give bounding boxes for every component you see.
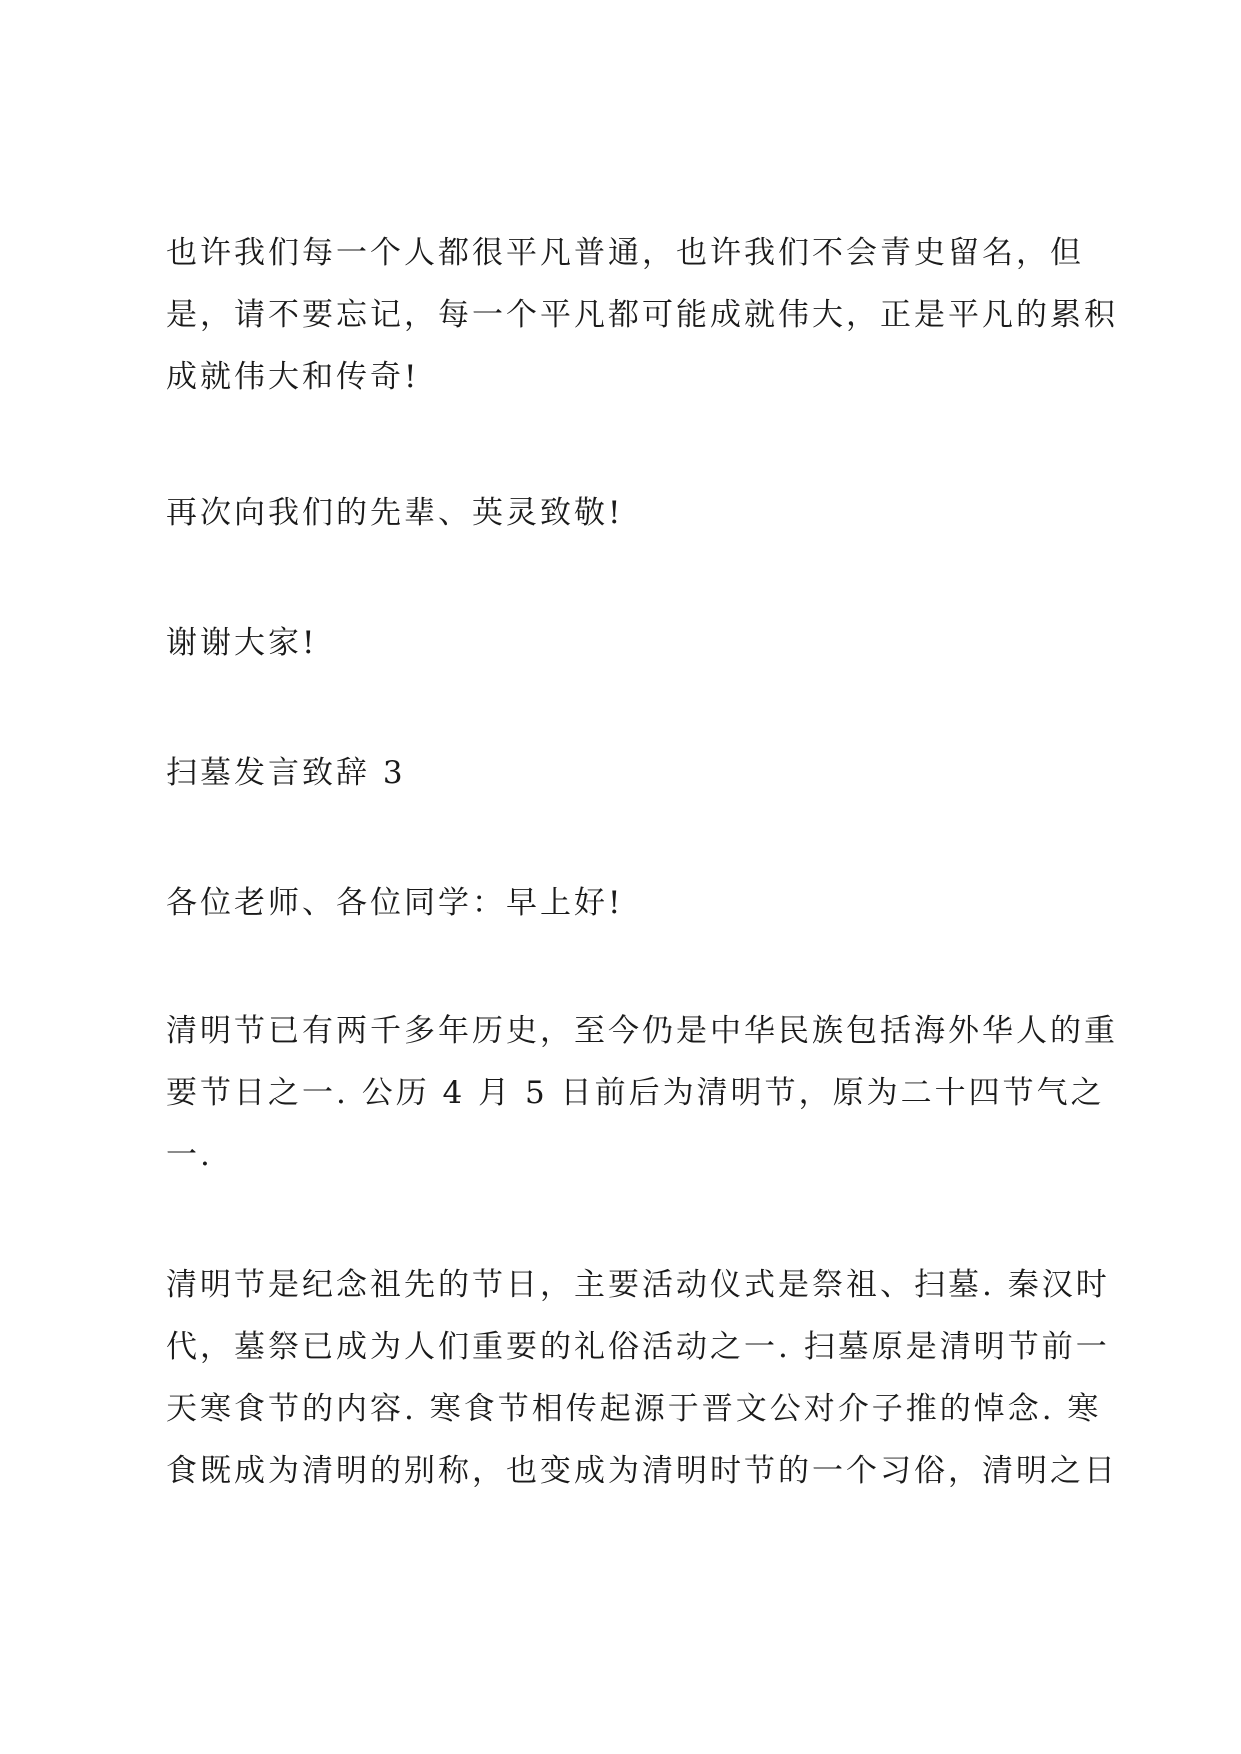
text-line: 清明节是纪念祖先的节日，主要活动仪式是祭祖、扫墓. 秦汉时 <box>166 1267 1110 1303</box>
paragraph <box>166 1254 1118 1502</box>
text-line: 代，墓祭已成为人们重要的礼俗活动之一. 扫墓原是清明节前一 <box>166 1329 1110 1365</box>
text-line: 谢谢大家! <box>166 625 318 661</box>
paragraph <box>166 1000 1118 1186</box>
text-line: 成就伟大和传奇! <box>166 359 420 395</box>
paragraph <box>166 222 1118 408</box>
text-line: 是，请不要忘记，每一个平凡都可能成就伟大，正是平凡的累积 <box>166 297 1118 333</box>
text-line: 再次向我们的先辈、英灵致敬! <box>166 495 624 531</box>
section-heading <box>166 742 1090 804</box>
text-line: 也许我们每一个人都很平凡普通，也许我们不会青史留名，但 <box>166 235 1084 271</box>
text-line: 清明节已有两千多年历史，至今仍是中华民族包括海外华人的重 <box>166 1013 1118 1049</box>
text-line: 天寒食节的内容. 寒食节相传起源于晋文公对介子推的悼念. 寒 <box>166 1391 1102 1427</box>
paragraph <box>166 482 1090 544</box>
text-line: 扫墓发言致辞 3 <box>166 755 406 791</box>
greeting <box>166 872 1090 934</box>
text-line: 食既成为清明的别称，也变成为清明时节的一个习俗，清明之日 <box>166 1453 1118 1489</box>
text-line: 要节日之一. 公历 4 月 5 日前后为清明节，原为二十四节气之 <box>166 1075 1105 1111</box>
text-line: 一. <box>166 1137 213 1173</box>
text-line: 各位老师、各位同学：早上好! <box>166 885 624 921</box>
paragraph <box>166 612 1090 674</box>
